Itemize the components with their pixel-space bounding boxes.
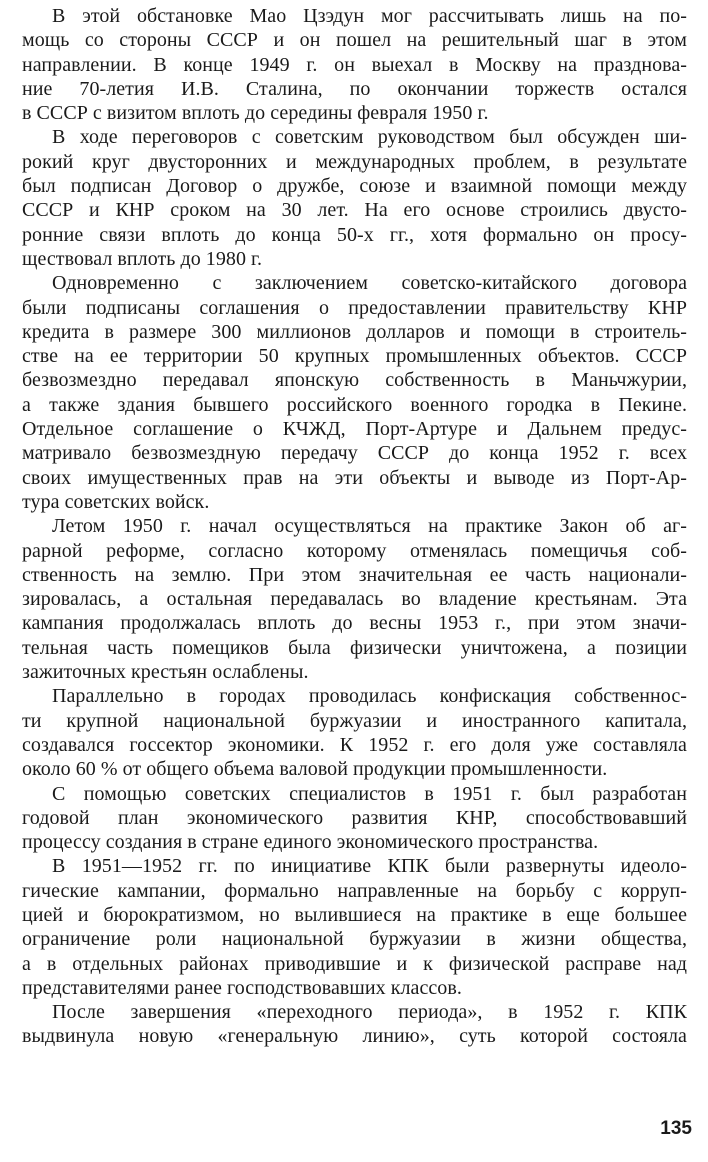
text-line: а также здания бывшего российского военного городка в Пекине. — [22, 393, 687, 416]
paragraph-6 — [22, 782, 687, 855]
text-line: С помощью советских специалистов в 1951 г. был разработан — [52, 782, 687, 805]
text-line: матривало безвозмездную передачу СССР до конца 1952 г. всех — [22, 442, 687, 465]
paragraph-4 — [22, 514, 687, 684]
text-line: тельная часть помещиков была физически уничтожена, а позиции — [22, 636, 687, 659]
text-line: ти крупной национальной буржуазии и иностранного капитала, — [22, 709, 687, 732]
paragraph-3 — [22, 271, 687, 514]
paragraph-2 — [22, 125, 687, 271]
text-line: Одновременно с заключением советско-китайского договора — [52, 272, 687, 295]
text-line: гические кампании, формально направленные на борьбу с корруп- — [22, 879, 687, 902]
text-line: своих имущественных прав на эти объекты и выводе из Порт-Ар- — [22, 466, 687, 489]
paragraph-8 — [22, 1000, 687, 1049]
text-line: цией и бюрократизмом, но вылившиеся на практике в еще большее — [22, 903, 687, 926]
text-line: ственность на землю. При этом значительная ее часть национали- — [22, 563, 687, 586]
text-line: процессу создания в стране единого экономического пространства. — [22, 831, 599, 854]
paragraph-5 — [22, 684, 687, 781]
text-line: создавался госсектор экономики. К 1952 г. его доля уже составляла — [22, 733, 687, 756]
text-line: в СССР с визитом вплоть до середины февраля 1950 г. — [22, 102, 489, 125]
text-line: В ходе переговоров с советским руководством был обсужден ши- — [52, 126, 687, 149]
text-line: Отдельное соглашение о КЧЖД, Порт-Артуре и Дальнем предус- — [22, 418, 687, 441]
text-line: мощь со стороны СССР и он пошел на решительный шаг в этом — [22, 29, 687, 52]
text-line: был подписан Договор о дружбе, союзе и взаимной помощи между — [22, 175, 687, 198]
text-line: зировалась, а остальная передавалась во владение крестьянам. Эта — [22, 588, 687, 611]
text-line: Летом 1950 г. начал осуществляться на практике Закон об аг- — [52, 515, 687, 538]
text-line: годовой план экономического развития КНР, способствовавший — [22, 806, 687, 829]
page-number: 135 — [660, 1118, 692, 1139]
text-line: кредита в размере 300 миллионов долларов и помощи в строитель- — [22, 320, 687, 343]
page-body — [22, 4, 687, 1049]
text-line: представителями ранее господствовавших классов. — [22, 976, 462, 999]
text-line: а в отдельных районах приводившие и к физической расправе над — [22, 952, 687, 975]
text-line: стве на ее территории 50 крупных промышленных объектов. СССР — [22, 345, 687, 368]
paragraph-7 — [22, 854, 687, 1000]
text-line: кампания продолжалась вплоть до весны 1953 г., при этом значи- — [22, 612, 687, 635]
text-line: безвозмездно передавал японскую собственность в Маньчжурии, — [22, 369, 687, 392]
text-line: выдвинула новую «генеральную линию», суть которой состояла — [22, 1025, 687, 1048]
text-line: ществовал вплоть до 1980 г. — [22, 247, 263, 270]
text-line: Параллельно в городах проводилась конфискация собственнос- — [52, 685, 687, 708]
text-line: были подписаны соглашения о предоставлении правительству КНР — [22, 296, 687, 319]
text-line: около 60 % от общего объема валовой продукции промышленности. — [22, 758, 608, 781]
text-line: зажиточных крестьян ослаблены. — [22, 661, 309, 684]
text-line: рарной реформе, согласно которому отменялась помещичья соб- — [22, 539, 687, 562]
text-line: ронние связи вплоть до конца 50-х гг., хотя формально он просу- — [22, 223, 687, 246]
text-line: тура советских войск. — [22, 490, 210, 513]
text-line: ние 70-летия И.В. Сталина, по окончании торжеств остался — [22, 77, 687, 100]
text-line: СССР и КНР сроком на 30 лет. На его основе строились двусто- — [22, 199, 687, 222]
text-line: ограничение роли национальной буржуазии в жизни общества, — [22, 928, 687, 951]
paragraph-1 — [22, 4, 687, 125]
text-line: рокий круг двусторонних и международных проблем, в результате — [22, 150, 687, 173]
text-line: В этой обстановке Мао Цзэдун мог рассчитывать лишь на по- — [52, 5, 687, 27]
text-line: В 1951—1952 гг. по инициативе КПК были развернуты идеоло- — [52, 855, 687, 878]
text-line: После завершения «переходного периода», в 1952 г. КПК — [52, 1001, 687, 1024]
text-line: направлении. В конце 1949 г. он выехал в Москву на празднова- — [22, 53, 687, 76]
